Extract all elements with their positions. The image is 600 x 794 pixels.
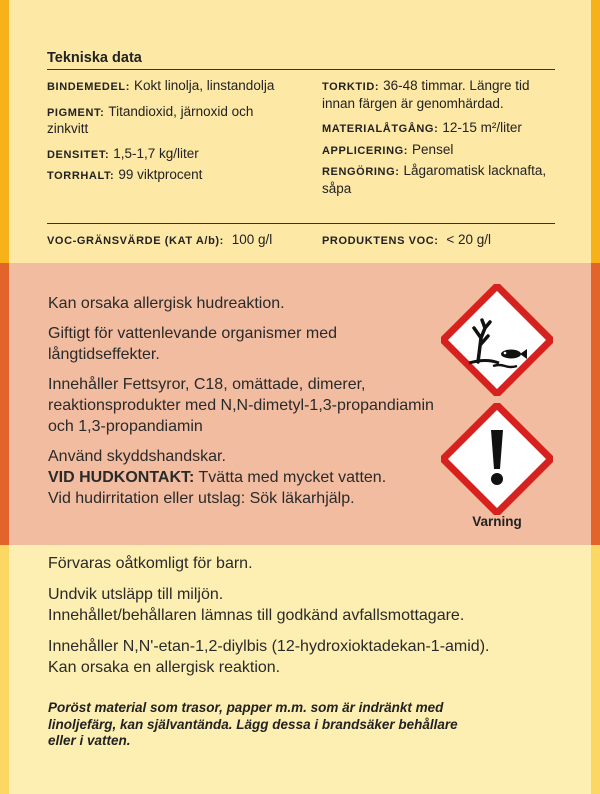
tech-row-drying-time: TORKTID: 36-48 timmar. Längre tid innan färgen är genomhärdad. xyxy=(322,78,530,111)
hazard-statement: Innehåller Fettsyror, C18, omättade, dimerer, reaktionsprodukter med N,N-dimetyl-1,3-propandiamin och 1,3-propandiamin xyxy=(48,376,434,435)
precaution-statement-skin: VID HUDKONTAKT: Tvätta med mycket vatten. xyxy=(48,469,387,486)
voc-divider xyxy=(47,223,555,224)
right-edge-stripe xyxy=(591,0,600,263)
tech-row-cleaning: RENGÖRING: Lågaromatisk lacknafta, såpa xyxy=(322,163,547,196)
voc-limit: VOC-GRÄNSVÄRDE (KAT A/b): 100 g/l xyxy=(47,232,273,247)
allergy-statement: Kan orsaka en allergisk reaktion. xyxy=(48,659,281,676)
tech-row-density: DENSITET: 1,5-1,7 kg/liter xyxy=(47,145,199,161)
right-edge-stripe xyxy=(591,263,600,545)
disposal-statement: Innehållet/behållaren lämnas till godkänd avfallsmottagare. xyxy=(48,607,465,624)
voc-product: PRODUKTENS VOC: < 20 g/l xyxy=(322,232,491,247)
hazard-statement: Kan orsaka allergisk hudreaktion. xyxy=(48,295,285,312)
precaution-statement: Använd skyddshandskar. xyxy=(48,448,226,465)
technical-data-title: Tekniska data xyxy=(47,50,142,66)
storage-statement: Förvaras oåtkomligt för barn. xyxy=(48,555,253,572)
disposal-statement: Undvik utsläpp till miljön. xyxy=(48,586,224,603)
tech-row-pigment: PIGMENT: Titandioxid, järnoxid och zinkvitt xyxy=(47,103,254,136)
tech-row-solids: TORRHALT: 99 viktprocent xyxy=(47,167,203,182)
right-edge-stripe xyxy=(591,545,600,794)
title-divider xyxy=(47,69,555,70)
tech-row-binder: BINDEMEDEL: Kokt linolja, linstandolja xyxy=(47,78,275,93)
tech-row-application: APPLICERING: Pensel xyxy=(322,141,454,157)
precaution-statement: Vid hudirritation eller utslag: Sök läkarhjälp. xyxy=(48,490,355,507)
self-ignition-note: Poröst material som trasor, papper m.m. som är indränkt med linoljefärg, kan självantända. Lägg dessa i brandsäker behållare eller i vatten. xyxy=(48,700,458,748)
environment-hazard-icon xyxy=(441,284,553,396)
tech-right-column xyxy=(322,78,558,205)
hazard-statement: Giftigt för vattenlevande organismer med långtidseffekter. xyxy=(48,325,338,363)
left-edge-stripe xyxy=(0,263,9,545)
tech-row-coverage: MATERIALÅTGÅNG: 12-15 m²/liter xyxy=(322,120,522,135)
hazard-statements xyxy=(48,293,438,509)
exclamation-hazard-icon xyxy=(441,403,553,515)
storage-statements xyxy=(48,553,568,688)
tech-left-column xyxy=(47,78,297,193)
technical-data-section xyxy=(0,0,600,263)
contains-statement: Innehåller N,N'-etan-1,2-diylbis (12-hydroxioktadekan-1-amid). xyxy=(48,638,490,655)
left-edge-stripe xyxy=(0,545,9,794)
signal-word: Varning xyxy=(472,514,522,529)
left-edge-stripe xyxy=(0,0,9,263)
